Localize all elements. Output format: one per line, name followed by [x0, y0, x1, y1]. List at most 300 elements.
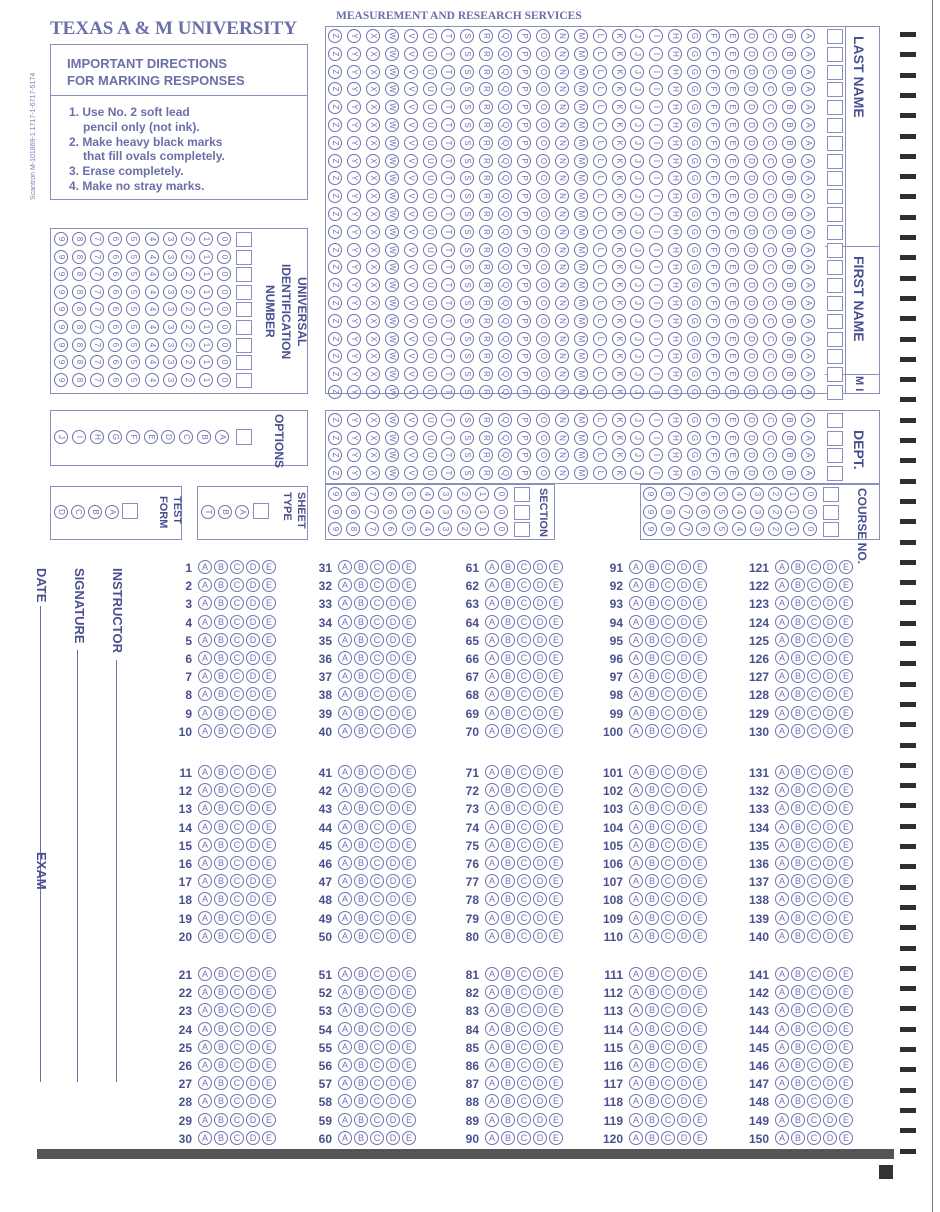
name-bubble-5-K[interactable]: K [612, 118, 626, 132]
answer-22-B[interactable]: B [214, 985, 228, 999]
answer-111-A[interactable]: A [629, 967, 643, 981]
answer-30-D[interactable]: D [246, 1131, 260, 1145]
uin-bubble-0-1[interactable]: 1 [199, 232, 213, 246]
uin-bubble-8-3[interactable]: 3 [163, 373, 177, 387]
answer-150-B[interactable]: B [791, 1131, 805, 1145]
answer-109-D[interactable]: D [677, 911, 691, 925]
answer-138-B[interactable]: B [791, 892, 805, 906]
name-bubble-18-W[interactable]: W [385, 349, 399, 363]
answer-42-E[interactable]: E [402, 783, 416, 797]
answer-46-C[interactable]: C [370, 856, 384, 870]
answer-115-A[interactable]: A [629, 1040, 643, 1054]
name-bubble-5-E[interactable]: E [725, 118, 739, 132]
answer-98-B[interactable]: B [645, 687, 659, 701]
name-bubble-4-Y[interactable]: Y [347, 100, 361, 114]
answer-35-E[interactable]: E [402, 633, 416, 647]
answer-25-B[interactable]: B [214, 1040, 228, 1054]
answer-44-B[interactable]: B [354, 820, 368, 834]
course-bubble-2-2[interactable]: 2 [768, 522, 782, 536]
answer-33-C[interactable]: C [370, 596, 384, 610]
dept-bubble-0-C[interactable]: C [763, 413, 777, 427]
name-bubble-14-L[interactable]: L [593, 278, 607, 292]
name-bubble-3-X[interactable]: X [366, 82, 380, 96]
answer-69-E[interactable]: E [549, 706, 563, 720]
section-bubble-0-4[interactable]: 4 [420, 487, 434, 501]
name-bubble-7-L[interactable]: L [593, 154, 607, 168]
answer-49-A[interactable]: A [338, 911, 352, 925]
answer-133-D[interactable]: D [823, 801, 837, 815]
uin-bubble-2-5[interactable]: 5 [126, 267, 140, 281]
name-bubble-19-B[interactable]: B [782, 367, 796, 381]
answer-134-A[interactable]: A [775, 820, 789, 834]
name-bubble-10-R[interactable]: R [479, 207, 493, 221]
dept-bubble-3-A[interactable]: A [801, 466, 815, 480]
answer-145-E[interactable]: E [839, 1040, 853, 1054]
name-bubble-20-C[interactable]: C [763, 385, 777, 399]
name-bubble-6-D[interactable]: D [744, 136, 758, 150]
answer-53-A[interactable]: A [338, 1003, 352, 1017]
answer-55-C[interactable]: C [370, 1040, 384, 1054]
answer-124-D[interactable]: D [823, 615, 837, 629]
name-bubble-16-A[interactable]: A [801, 314, 815, 328]
answer-57-D[interactable]: D [386, 1076, 400, 1090]
name-bubble-4-C[interactable]: C [763, 100, 777, 114]
uin-bubble-3-5[interactable]: 5 [126, 285, 140, 299]
name-bubble-3-F[interactable]: F [706, 82, 720, 96]
answer-66-E[interactable]: E [549, 651, 563, 665]
dept-write-box-0[interactable] [827, 413, 843, 428]
answer-108-E[interactable]: E [693, 892, 707, 906]
answer-91-E[interactable]: E [693, 560, 707, 574]
answer-126-E[interactable]: E [839, 651, 853, 665]
answer-91-D[interactable]: D [677, 560, 691, 574]
answer-37-C[interactable]: C [370, 669, 384, 683]
name-bubble-1-D[interactable]: D [744, 47, 758, 61]
answer-90-E[interactable]: E [549, 1131, 563, 1145]
answer-47-B[interactable]: B [354, 874, 368, 888]
answer-85-A[interactable]: A [485, 1040, 499, 1054]
name-bubble-13-T[interactable]: T [441, 260, 455, 274]
name-write-box-18[interactable] [827, 349, 843, 364]
uin-bubble-3-9[interactable]: 9 [54, 285, 68, 299]
name-bubble-1-T[interactable]: T [441, 47, 455, 61]
name-bubble-19-G[interactable]: G [687, 367, 701, 381]
name-bubble-16-J[interactable]: J [630, 314, 644, 328]
dept-bubble-3-E[interactable]: E [725, 466, 739, 480]
name-write-box-6[interactable] [827, 136, 843, 151]
name-bubble-15-Q[interactable]: Q [498, 296, 512, 310]
answer-71-C[interactable]: C [517, 765, 531, 779]
answer-133-A[interactable]: A [775, 801, 789, 815]
uin-bubble-7-3[interactable]: 3 [163, 355, 177, 369]
answer-27-C[interactable]: C [230, 1076, 244, 1090]
name-bubble-14-B[interactable]: B [782, 278, 796, 292]
section-bubble-0-1[interactable]: 1 [475, 487, 489, 501]
answer-72-B[interactable]: B [501, 783, 515, 797]
answer-132-D[interactable]: D [823, 783, 837, 797]
name-bubble-16-D[interactable]: D [744, 314, 758, 328]
name-bubble-15-P[interactable]: P [517, 296, 531, 310]
answer-21-D[interactable]: D [246, 967, 260, 981]
answer-114-A[interactable]: A [629, 1022, 643, 1036]
answer-144-C[interactable]: C [807, 1022, 821, 1036]
answer-17-D[interactable]: D [246, 874, 260, 888]
answer-53-B[interactable]: B [354, 1003, 368, 1017]
answer-14-D[interactable]: D [246, 820, 260, 834]
answer-21-A[interactable]: A [198, 967, 212, 981]
answer-138-E[interactable]: E [839, 892, 853, 906]
answer-13-E[interactable]: E [262, 801, 276, 815]
name-bubble-3-Y[interactable]: Y [347, 82, 361, 96]
name-bubble-3-H[interactable]: H [668, 82, 682, 96]
answer-23-E[interactable]: E [262, 1003, 276, 1017]
answer-123-C[interactable]: C [807, 596, 821, 610]
answer-136-C[interactable]: C [807, 856, 821, 870]
answer-67-D[interactable]: D [533, 669, 547, 683]
answer-2-E[interactable]: E [262, 578, 276, 592]
name-bubble-5-M[interactable]: M [574, 118, 588, 132]
answer-130-D[interactable]: D [823, 724, 837, 738]
answer-82-B[interactable]: B [501, 985, 515, 999]
answer-13-D[interactable]: D [246, 801, 260, 815]
answer-49-C[interactable]: C [370, 911, 384, 925]
name-bubble-13-A[interactable]: A [801, 260, 815, 274]
name-bubble-2-J[interactable]: J [630, 65, 644, 79]
name-write-box-2[interactable] [827, 65, 843, 80]
answer-60-C[interactable]: C [370, 1131, 384, 1145]
name-bubble-20-B[interactable]: B [782, 385, 796, 399]
answer-54-E[interactable]: E [402, 1022, 416, 1036]
name-bubble-0-C[interactable]: C [763, 29, 777, 43]
answer-25-C[interactable]: C [230, 1040, 244, 1054]
name-bubble-3-A[interactable]: A [801, 82, 815, 96]
course-bubble-0-2[interactable]: 2 [768, 487, 782, 501]
uin-bubble-0-2[interactable]: 2 [181, 232, 195, 246]
uin-bubble-2-0[interactable]: 0 [217, 267, 231, 281]
dept-bubble-2-Z[interactable]: Z [328, 448, 342, 462]
dept-bubble-2-I[interactable]: I [649, 448, 663, 462]
name-bubble-2-R[interactable]: R [479, 65, 493, 79]
dept-bubble-1-N[interactable]: N [555, 431, 569, 445]
name-bubble-4-A[interactable]: A [801, 100, 815, 114]
name-bubble-16-W[interactable]: W [385, 314, 399, 328]
name-bubble-6-T[interactable]: T [441, 136, 455, 150]
dept-bubble-1-T[interactable]: T [441, 431, 455, 445]
name-bubble-17-R[interactable]: R [479, 332, 493, 346]
answer-7-A[interactable]: A [198, 669, 212, 683]
name-bubble-17-A[interactable]: A [801, 332, 815, 346]
name-bubble-6-C[interactable]: C [763, 136, 777, 150]
answer-119-D[interactable]: D [677, 1113, 691, 1127]
name-bubble-20-I[interactable]: I [649, 385, 663, 399]
name-bubble-16-C[interactable]: C [763, 314, 777, 328]
answer-79-E[interactable]: E [549, 911, 563, 925]
course-bubble-2-1[interactable]: 1 [785, 522, 799, 536]
name-bubble-8-K[interactable]: K [612, 171, 626, 185]
answer-92-C[interactable]: C [661, 578, 675, 592]
uin-bubble-2-3[interactable]: 3 [163, 267, 177, 281]
name-bubble-10-Y[interactable]: Y [347, 207, 361, 221]
uin-bubble-5-9[interactable]: 9 [54, 320, 68, 334]
name-bubble-15-Z[interactable]: Z [328, 296, 342, 310]
answer-5-A[interactable]: A [198, 633, 212, 647]
answer-43-E[interactable]: E [402, 801, 416, 815]
name-bubble-2-A[interactable]: A [801, 65, 815, 79]
answer-31-E[interactable]: E [402, 560, 416, 574]
course-bubble-1-3[interactable]: 3 [750, 505, 764, 519]
name-bubble-16-I[interactable]: I [649, 314, 663, 328]
answer-19-C[interactable]: C [230, 911, 244, 925]
name-bubble-9-W[interactable]: W [385, 189, 399, 203]
name-write-box-11[interactable] [827, 225, 843, 240]
answer-18-B[interactable]: B [214, 892, 228, 906]
name-bubble-17-O[interactable]: O [536, 332, 550, 346]
answer-63-C[interactable]: C [517, 596, 531, 610]
name-bubble-10-X[interactable]: X [366, 207, 380, 221]
course-bubble-2-3[interactable]: 3 [750, 522, 764, 536]
answer-7-E[interactable]: E [262, 669, 276, 683]
answer-41-B[interactable]: B [354, 765, 368, 779]
name-bubble-6-A[interactable]: A [801, 136, 815, 150]
name-bubble-1-J[interactable]: J [630, 47, 644, 61]
name-bubble-20-M[interactable]: M [574, 385, 588, 399]
name-bubble-4-O[interactable]: O [536, 100, 550, 114]
dept-bubble-0-F[interactable]: F [706, 413, 720, 427]
name-bubble-2-Q[interactable]: Q [498, 65, 512, 79]
name-bubble-16-E[interactable]: E [725, 314, 739, 328]
name-bubble-13-N[interactable]: N [555, 260, 569, 274]
name-bubble-5-F[interactable]: F [706, 118, 720, 132]
name-bubble-0-P[interactable]: P [517, 29, 531, 43]
name-bubble-19-A[interactable]: A [801, 367, 815, 381]
option-bubble-A[interactable]: A [215, 430, 229, 444]
name-bubble-0-N[interactable]: N [555, 29, 569, 43]
name-bubble-5-W[interactable]: W [385, 118, 399, 132]
name-bubble-16-M[interactable]: M [574, 314, 588, 328]
answer-96-E[interactable]: E [693, 651, 707, 665]
answer-10-C[interactable]: C [230, 724, 244, 738]
dept-bubble-2-C[interactable]: C [763, 448, 777, 462]
name-bubble-4-F[interactable]: F [706, 100, 720, 114]
name-bubble-0-S[interactable]: S [460, 29, 474, 43]
name-bubble-20-K[interactable]: K [612, 385, 626, 399]
answer-122-E[interactable]: E [839, 578, 853, 592]
name-bubble-10-Q[interactable]: Q [498, 207, 512, 221]
name-bubble-7-T[interactable]: T [441, 154, 455, 168]
name-bubble-15-U[interactable]: U [423, 296, 437, 310]
name-bubble-19-I[interactable]: I [649, 367, 663, 381]
option-bubble-J[interactable]: J [54, 430, 68, 444]
answer-94-E[interactable]: E [693, 615, 707, 629]
answer-39-B[interactable]: B [354, 706, 368, 720]
uin-bubble-5-8[interactable]: 8 [72, 320, 86, 334]
dept-bubble-0-Q[interactable]: Q [498, 413, 512, 427]
answer-107-A[interactable]: A [629, 874, 643, 888]
name-bubble-0-V[interactable]: V [404, 29, 418, 43]
answer-77-E[interactable]: E [549, 874, 563, 888]
answer-68-B[interactable]: B [501, 687, 515, 701]
answer-131-E[interactable]: E [839, 765, 853, 779]
uin-bubble-6-3[interactable]: 3 [163, 338, 177, 352]
answer-56-A[interactable]: A [338, 1058, 352, 1072]
answer-143-C[interactable]: C [807, 1003, 821, 1017]
name-bubble-5-O[interactable]: O [536, 118, 550, 132]
section-bubble-1-8[interactable]: 8 [346, 505, 360, 519]
answer-147-B[interactable]: B [791, 1076, 805, 1090]
answer-50-B[interactable]: B [354, 929, 368, 943]
name-bubble-5-I[interactable]: I [649, 118, 663, 132]
name-bubble-7-F[interactable]: F [706, 154, 720, 168]
name-bubble-16-Q[interactable]: Q [498, 314, 512, 328]
name-bubble-7-N[interactable]: N [555, 154, 569, 168]
name-bubble-10-L[interactable]: L [593, 207, 607, 221]
answer-130-E[interactable]: E [839, 724, 853, 738]
answer-69-C[interactable]: C [517, 706, 531, 720]
answer-87-B[interactable]: B [501, 1076, 515, 1090]
name-bubble-18-R[interactable]: R [479, 349, 493, 363]
answer-57-C[interactable]: C [370, 1076, 384, 1090]
uin-bubble-0-6[interactable]: 6 [108, 232, 122, 246]
name-bubble-11-P[interactable]: P [517, 225, 531, 239]
answer-120-E[interactable]: E [693, 1131, 707, 1145]
answer-100-A[interactable]: A [629, 724, 643, 738]
name-bubble-19-O[interactable]: O [536, 367, 550, 381]
dept-bubble-3-G[interactable]: G [687, 466, 701, 480]
name-bubble-0-M[interactable]: M [574, 29, 588, 43]
uin-bubble-8-6[interactable]: 6 [108, 373, 122, 387]
answer-102-C[interactable]: C [661, 783, 675, 797]
name-bubble-2-Z[interactable]: Z [328, 65, 342, 79]
dept-bubble-1-R[interactable]: R [479, 431, 493, 445]
answer-85-E[interactable]: E [549, 1040, 563, 1054]
name-write-box-7[interactable] [827, 154, 843, 169]
name-bubble-7-R[interactable]: R [479, 154, 493, 168]
uin-bubble-5-6[interactable]: 6 [108, 320, 122, 334]
answer-128-D[interactable]: D [823, 687, 837, 701]
course-bubble-2-5[interactable]: 5 [714, 522, 728, 536]
name-bubble-10-E[interactable]: E [725, 207, 739, 221]
name-bubble-7-P[interactable]: P [517, 154, 531, 168]
name-write-box-3[interactable] [827, 82, 843, 97]
name-bubble-10-N[interactable]: N [555, 207, 569, 221]
name-bubble-7-M[interactable]: M [574, 154, 588, 168]
dept-bubble-0-W[interactable]: W [385, 413, 399, 427]
dept-bubble-2-D[interactable]: D [744, 448, 758, 462]
answer-110-A[interactable]: A [629, 929, 643, 943]
answer-99-D[interactable]: D [677, 706, 691, 720]
section-bubble-0-3[interactable]: 3 [438, 487, 452, 501]
answer-2-C[interactable]: C [230, 578, 244, 592]
answer-59-C[interactable]: C [370, 1113, 384, 1127]
answer-93-C[interactable]: C [661, 596, 675, 610]
answer-112-C[interactable]: C [661, 985, 675, 999]
answer-63-A[interactable]: A [485, 596, 499, 610]
answer-79-D[interactable]: D [533, 911, 547, 925]
name-write-box-14[interactable] [827, 278, 843, 293]
answer-24-D[interactable]: D [246, 1022, 260, 1036]
name-bubble-3-V[interactable]: V [404, 82, 418, 96]
dept-bubble-3-W[interactable]: W [385, 466, 399, 480]
name-bubble-12-J[interactable]: J [630, 243, 644, 257]
answer-104-C[interactable]: C [661, 820, 675, 834]
dept-bubble-2-L[interactable]: L [593, 448, 607, 462]
name-bubble-9-M[interactable]: M [574, 189, 588, 203]
name-bubble-15-O[interactable]: O [536, 296, 550, 310]
name-bubble-7-B[interactable]: B [782, 154, 796, 168]
answer-142-B[interactable]: B [791, 985, 805, 999]
answer-102-D[interactable]: D [677, 783, 691, 797]
answer-92-B[interactable]: B [645, 578, 659, 592]
answer-53-D[interactable]: D [386, 1003, 400, 1017]
answer-28-A[interactable]: A [198, 1094, 212, 1108]
answer-34-C[interactable]: C [370, 615, 384, 629]
name-bubble-18-L[interactable]: L [593, 349, 607, 363]
answer-135-A[interactable]: A [775, 838, 789, 852]
name-bubble-8-G[interactable]: G [687, 171, 701, 185]
name-bubble-17-P[interactable]: P [517, 332, 531, 346]
answer-139-E[interactable]: E [839, 911, 853, 925]
name-bubble-2-S[interactable]: S [460, 65, 474, 79]
name-bubble-13-V[interactable]: V [404, 260, 418, 274]
answer-51-E[interactable]: E [402, 967, 416, 981]
answer-81-A[interactable]: A [485, 967, 499, 981]
answer-148-D[interactable]: D [823, 1094, 837, 1108]
answer-85-B[interactable]: B [501, 1040, 515, 1054]
name-bubble-2-E[interactable]: E [725, 65, 739, 79]
name-bubble-2-T[interactable]: T [441, 65, 455, 79]
name-bubble-13-K[interactable]: K [612, 260, 626, 274]
name-write-box-9[interactable] [827, 189, 843, 204]
answer-128-A[interactable]: A [775, 687, 789, 701]
answer-146-C[interactable]: C [807, 1058, 821, 1072]
uin-bubble-0-0[interactable]: 0 [217, 232, 231, 246]
name-bubble-13-S[interactable]: S [460, 260, 474, 274]
answer-66-B[interactable]: B [501, 651, 515, 665]
answer-141-D[interactable]: D [823, 967, 837, 981]
name-bubble-19-Q[interactable]: Q [498, 367, 512, 381]
answer-150-C[interactable]: C [807, 1131, 821, 1145]
name-bubble-10-S[interactable]: S [460, 207, 474, 221]
answer-80-A[interactable]: A [485, 929, 499, 943]
name-bubble-14-N[interactable]: N [555, 278, 569, 292]
answer-56-D[interactable]: D [386, 1058, 400, 1072]
answer-43-A[interactable]: A [338, 801, 352, 815]
name-bubble-6-V[interactable]: V [404, 136, 418, 150]
name-bubble-4-V[interactable]: V [404, 100, 418, 114]
answer-116-D[interactable]: D [677, 1058, 691, 1072]
name-bubble-11-X[interactable]: X [366, 225, 380, 239]
name-bubble-19-U[interactable]: U [423, 367, 437, 381]
name-bubble-12-G[interactable]: G [687, 243, 701, 257]
answer-22-A[interactable]: A [198, 985, 212, 999]
dept-bubble-2-J[interactable]: J [630, 448, 644, 462]
course-bubble-0-5[interactable]: 5 [714, 487, 728, 501]
answer-109-E[interactable]: E [693, 911, 707, 925]
answer-124-C[interactable]: C [807, 615, 821, 629]
answer-5-C[interactable]: C [230, 633, 244, 647]
uin-bubble-3-2[interactable]: 2 [181, 285, 195, 299]
dept-bubble-1-U[interactable]: U [423, 431, 437, 445]
name-bubble-16-P[interactable]: P [517, 314, 531, 328]
answer-130-C[interactable]: C [807, 724, 821, 738]
name-bubble-12-U[interactable]: U [423, 243, 437, 257]
name-bubble-9-V[interactable]: V [404, 189, 418, 203]
name-bubble-20-F[interactable]: F [706, 385, 720, 399]
answer-81-C[interactable]: C [517, 967, 531, 981]
answer-139-D[interactable]: D [823, 911, 837, 925]
answer-72-A[interactable]: A [485, 783, 499, 797]
name-bubble-15-F[interactable]: F [706, 296, 720, 310]
